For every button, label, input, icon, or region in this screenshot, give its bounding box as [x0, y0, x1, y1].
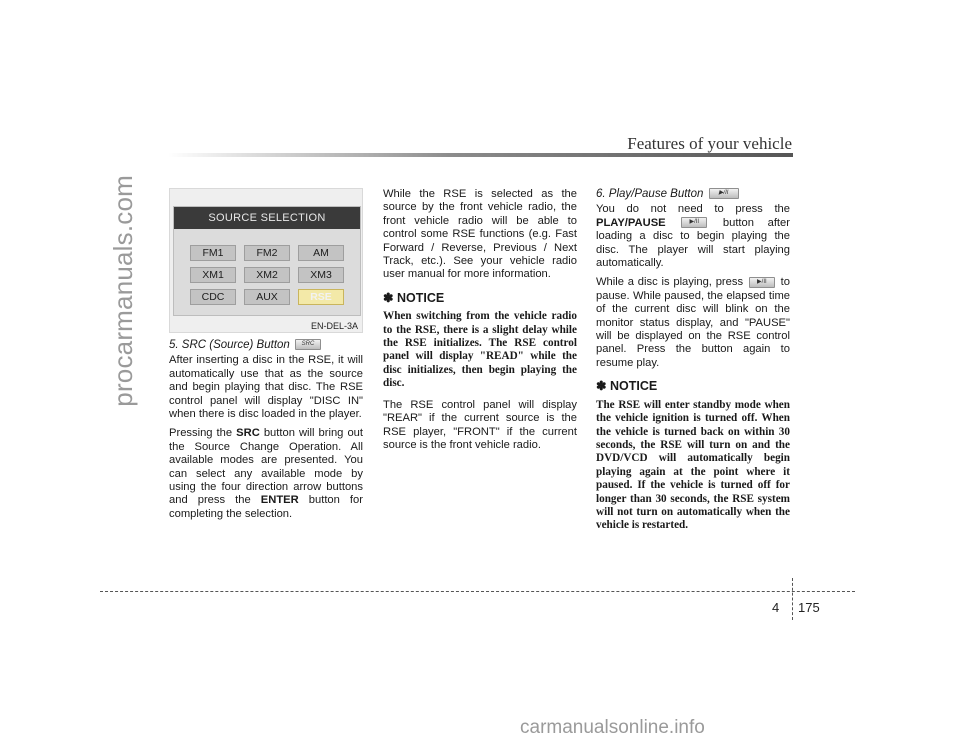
- column-middle: [383, 188, 577, 458]
- play-pause-icon-inline-2: ▶/II: [749, 277, 775, 288]
- src-button-icon: SRC: [295, 339, 321, 350]
- page-header-title: Features of your vehicle: [627, 134, 792, 153]
- play-pause-icon: ▶/II: [709, 188, 739, 199]
- play-pause-paragraph-1: You do not need to press the PLAY/PAUSE ▶/II button after loading a disc to begin playing the disc. The player will start playing automatically.: [596, 203, 790, 270]
- notice-title-1: ✽ NOTICE: [383, 290, 445, 305]
- source-button-aux: AUX: [244, 289, 290, 305]
- src-heading: [169, 339, 363, 352]
- notice-star-icon: ✽: [383, 290, 394, 305]
- play-pause-heading-text: 6. Play/Pause Button: [596, 188, 704, 200]
- src-heading-text: 5. SRC (Source) Button: [169, 339, 290, 351]
- play-pause-heading: [596, 188, 790, 201]
- source-button-fm2: FM2: [244, 245, 290, 261]
- rear-front-paragraph: The RSE control panel will display "REAR" if the current source is the RSE player, "FRONT" if the current source is the front vehicle radio.: [383, 398, 577, 451]
- source-button-am: AM: [298, 245, 344, 261]
- column-right: [596, 188, 790, 541]
- figure-code: EN-DEL-3A: [310, 320, 358, 331]
- bottom-watermark: carmanualsonline.info: [520, 717, 705, 738]
- rse-screen: [173, 206, 361, 316]
- header-rule: [168, 153, 793, 157]
- source-button-rse: RSE: [298, 289, 344, 305]
- play-pause-paragraph-2: While a disc is playing, press ▶/II to pause. While paused, the elapsed time of the current disc will blink on the monitor status display, and "PAUSE" will be displayed on the RSE control panel. Press the button again to resume play.: [596, 276, 790, 369]
- notice-star-icon-2: ✽: [596, 379, 607, 394]
- source-button-grid: [190, 245, 344, 305]
- source-selection-figure: [169, 188, 363, 333]
- rse-front-radio-paragraph: While the RSE is selected as the source by the front vehicle radio, the front vehicle radio will be able to control some RSE functions (e.g. Fast Forward / Reverse, Previous / Next Track, etc.). See your vehicle radio user manual for more information.: [383, 188, 577, 281]
- source-button-xm3: XM3: [298, 267, 344, 283]
- source-button-fm1: FM1: [190, 245, 236, 261]
- notice-title-2: ✽ NOTICE: [596, 379, 658, 394]
- src-paragraph-2: Pressing the SRC button will bring out the Source Change Operation. All available modes are presented. You can select any available mode by using the four direction arrow buttons and press the ENTER button for completing the selection.: [169, 427, 363, 520]
- chapter-number: 4: [772, 600, 780, 615]
- footer-rule: [100, 591, 855, 592]
- column-left: [169, 188, 363, 527]
- notice-text-1: When switching from the vehicle radio to the RSE, there is a slight delay while the RSE initializes. The RSE control panel will display "READ" while the disc initializes, then begin playing the disc.: [383, 310, 577, 390]
- page-number: 175: [798, 600, 820, 615]
- footer-divider: [792, 578, 793, 620]
- side-watermark: procarmanuals.com: [108, 175, 138, 407]
- source-button-cdc: CDC: [190, 289, 236, 305]
- play-pause-icon-inline: ▶/II: [681, 217, 707, 228]
- screen-title: SOURCE SELECTION: [174, 207, 360, 229]
- notice-text-2: The RSE will enter standby mode when the vehicle ignition is turned off. When the vehicle is turned back on within 30 seconds, the RSE will turn on and the DVD/VCD will automatically begin playing again at the point where it paused. If the vehicle is turned off for longer than 30 seconds, the RSE system will not turn on automatically when the vehicle is restarted.: [596, 398, 790, 532]
- src-paragraph-1: After inserting a disc in the RSE, it will automatically use that as the source and begin playing that disc. The RSE control panel will display "DISC IN" when there is disc loaded in the player.: [169, 354, 363, 421]
- source-button-xm1: XM1: [190, 267, 236, 283]
- source-button-xm2: XM2: [244, 267, 290, 283]
